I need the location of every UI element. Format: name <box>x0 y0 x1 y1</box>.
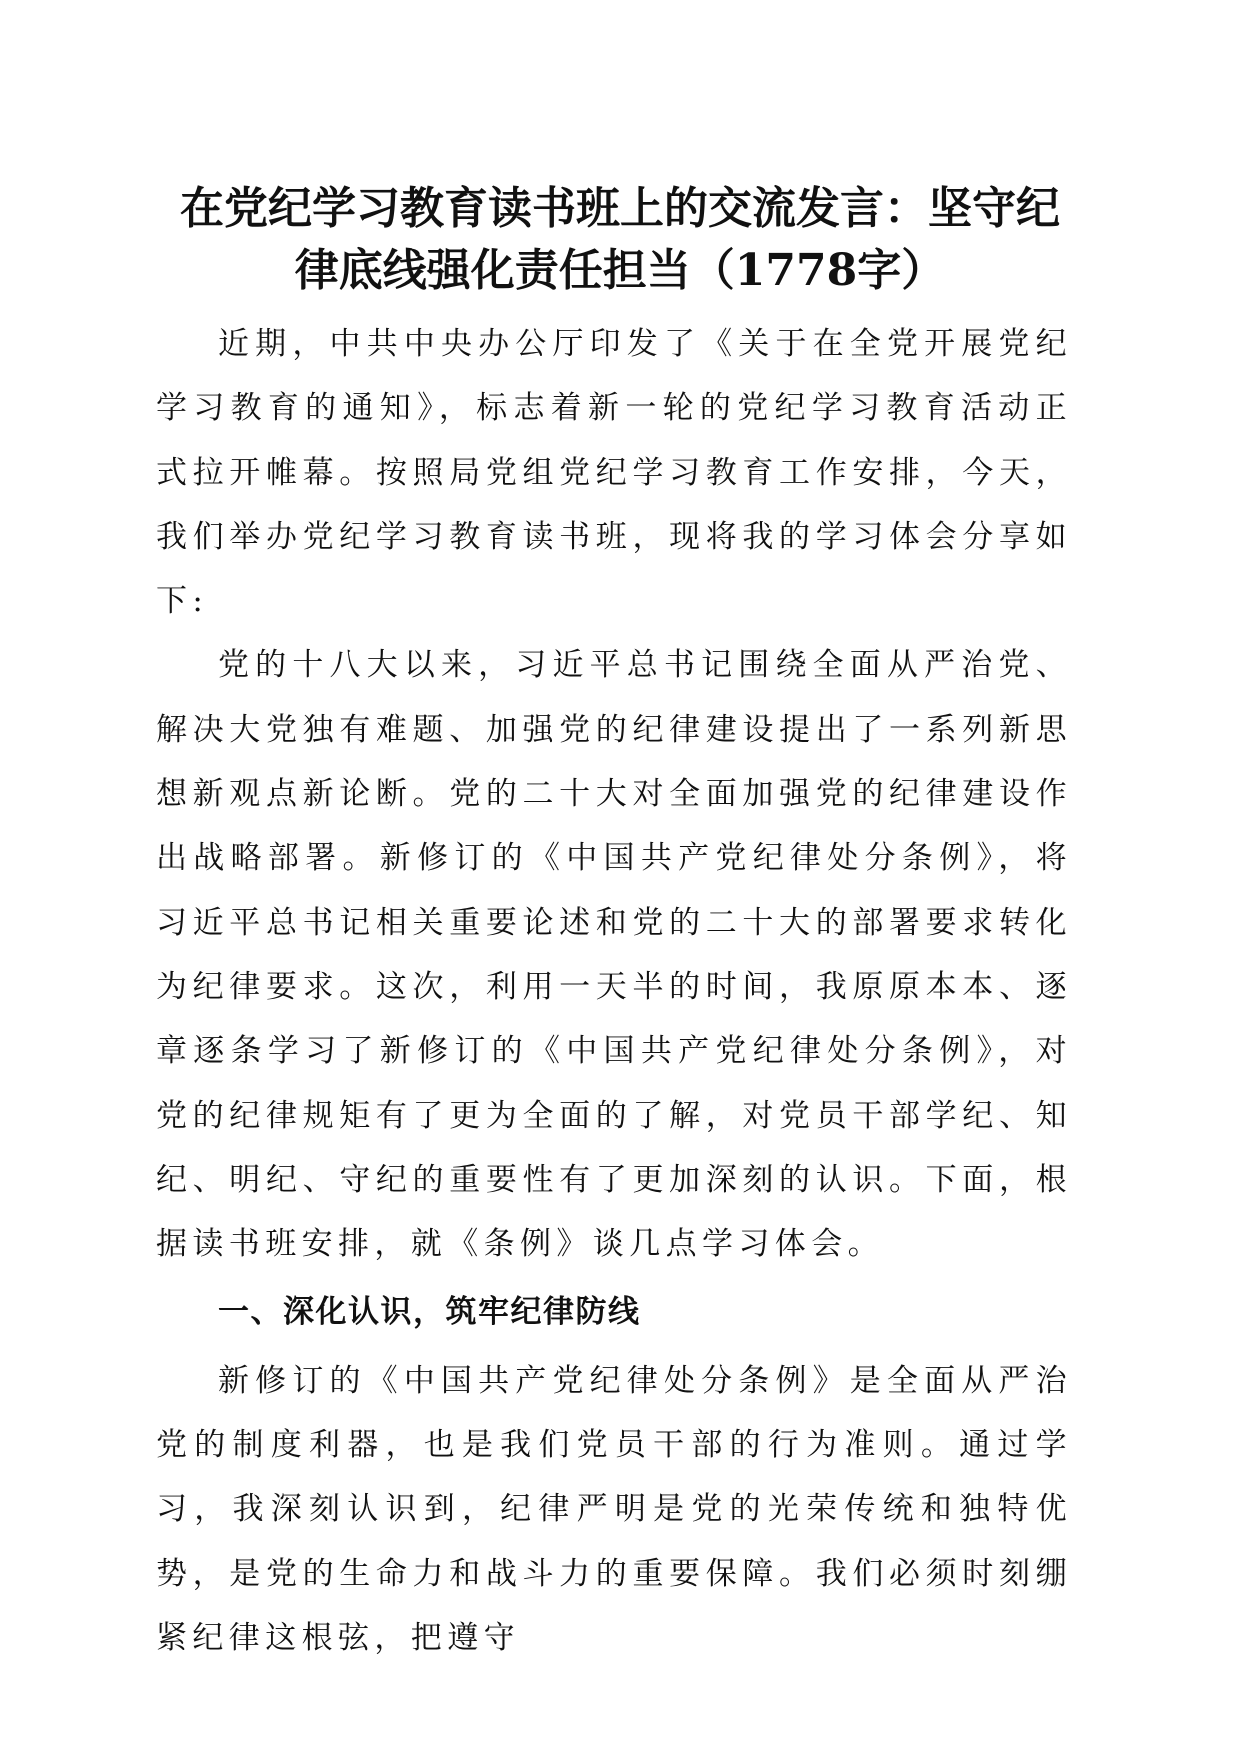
document-title <box>150 178 1090 302</box>
paragraph-background: 党的十八大以来，习近平总书记围绕全面从严治党、解决大党独有难题、加强党的纪律建设提出了一系列新思想新观点新论断。党的二十大对全面加强党的纪律建设作出战略部署。新修订的《中国共产党纪律处分条例》，将习近平总书记相关重要论述和党的二十大的部署要求转化为纪律要求。这次，利用一天半的时间，我原原本本、逐章逐条学习了新修订的《中国共产党纪律处分条例》，对党的纪律规矩有了更为全面的了解，对党员干部学纪、知纪、明纪、守纪的重要性有了更加深刻的认识。下面，根据读书班安排，就《条例》谈几点学习体会。 <box>156 647 1072 1263</box>
title-line-1: 在党纪学习教育读书班上的交流发言：坚守纪 <box>180 183 1060 234</box>
document-body <box>156 312 1072 1670</box>
paragraph-section-1: 新修订的《中国共产党纪律处分条例》是全面从严治党的制度利器，也是我们党员干部的行为准则。通过学习，我深刻认识到，纪律严明是党的光荣传统和独特优势，是党的生命力和战斗力的重要保障。我们必须时刻绷紧纪律这根弦，把遵守 <box>156 1362 1072 1656</box>
title-line-2: 律底线强化责任担当（1778字） <box>294 245 946 296</box>
paragraph-intro: 近期，中共中央办公厅印发了《关于在全党开展党纪学习教育的通知》，标志着新一轮的党纪学习教育活动正式拉开帷幕。按照局党组党纪学习教育工作安排，今天，我们举办党纪学习教育读书班，现将我的学习体会分享如下: <box>156 326 1072 620</box>
section-heading: 一、深化认识，筑牢纪律防线 <box>218 1294 641 1331</box>
